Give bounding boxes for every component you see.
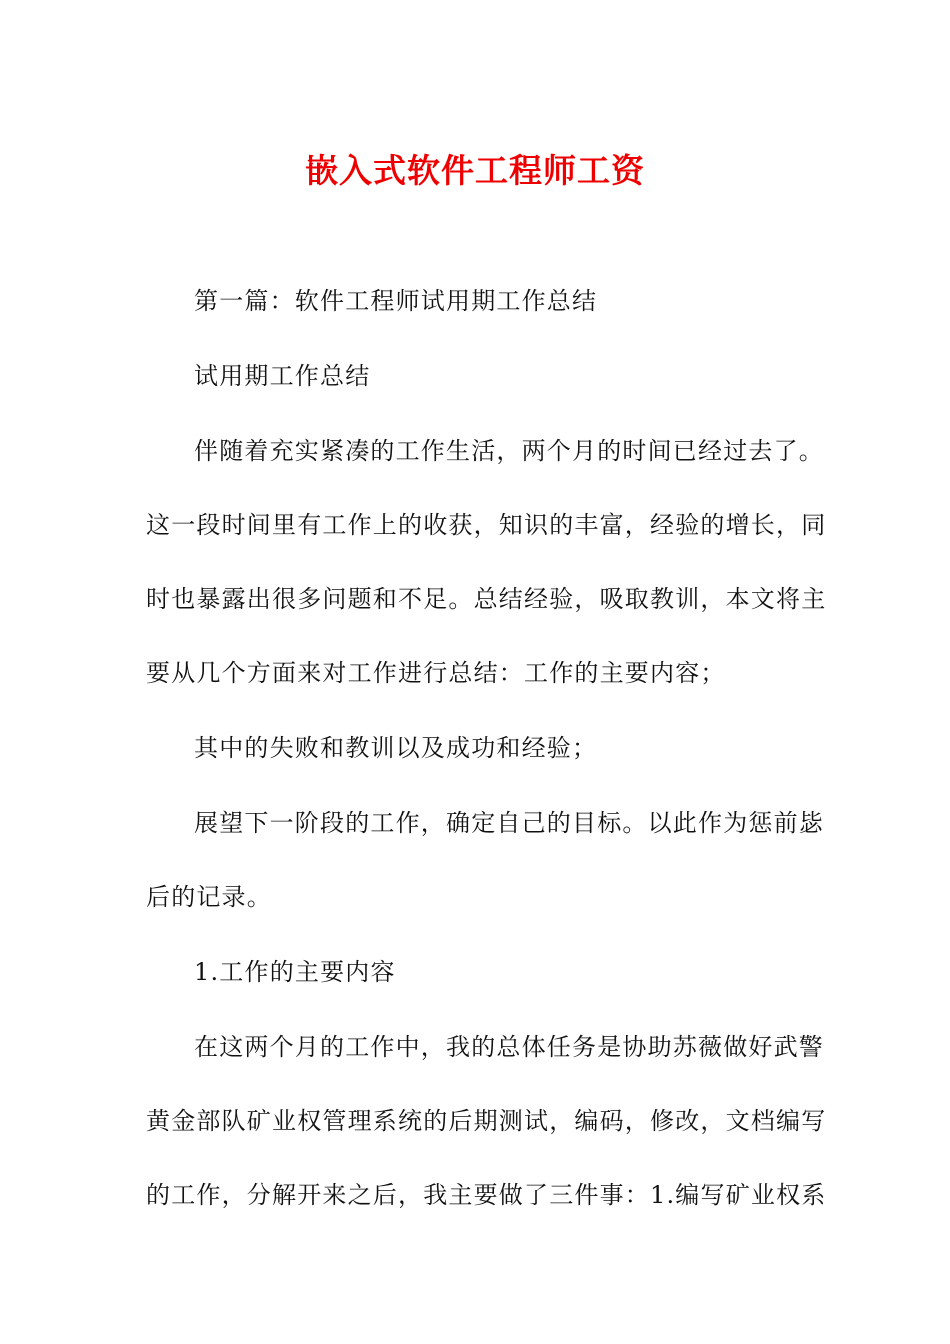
paragraph-line: 时也暴露出很多问题和不足。总结经验，吸取教训，本文将主 <box>146 585 827 613</box>
paragraph-line: 其中的失败和教训以及成功和经验； <box>194 734 598 762</box>
section-heading: 第一篇：软件工程师试用期工作总结 <box>194 287 598 315</box>
numbered-heading: 1.工作的主要内容 <box>194 958 396 986</box>
paragraph-line: 这一段时间里有工作上的收获，知识的丰富，经验的增长，同 <box>146 511 827 539</box>
paragraph-line: 要从几个方面来对工作进行总结：工作的主要内容； <box>146 659 726 687</box>
paragraph-line: 后的记录。 <box>146 883 272 911</box>
paragraph-line: 展望下一阶段的工作，确定自己的目标。以此作为惩前毖 <box>194 809 824 837</box>
paragraph-line: 在这两个月的工作中，我的总体任务是协助苏薇做好武警 <box>194 1033 824 1061</box>
paragraph-line: 黄金部队矿业权管理系统的后期测试，编码，修改，文档编写 <box>146 1107 827 1135</box>
paragraph-line: 伴随着充实紧凑的工作生活，两个月的时间已经过去了。 <box>194 437 824 465</box>
document-title: 嵌入式软件工程师工资 <box>305 151 645 190</box>
subheading: 试用期工作总结 <box>194 362 371 390</box>
paragraph-line: 的工作，分解开来之后，我主要做了三件事：1.编写矿业权系 <box>146 1181 827 1209</box>
